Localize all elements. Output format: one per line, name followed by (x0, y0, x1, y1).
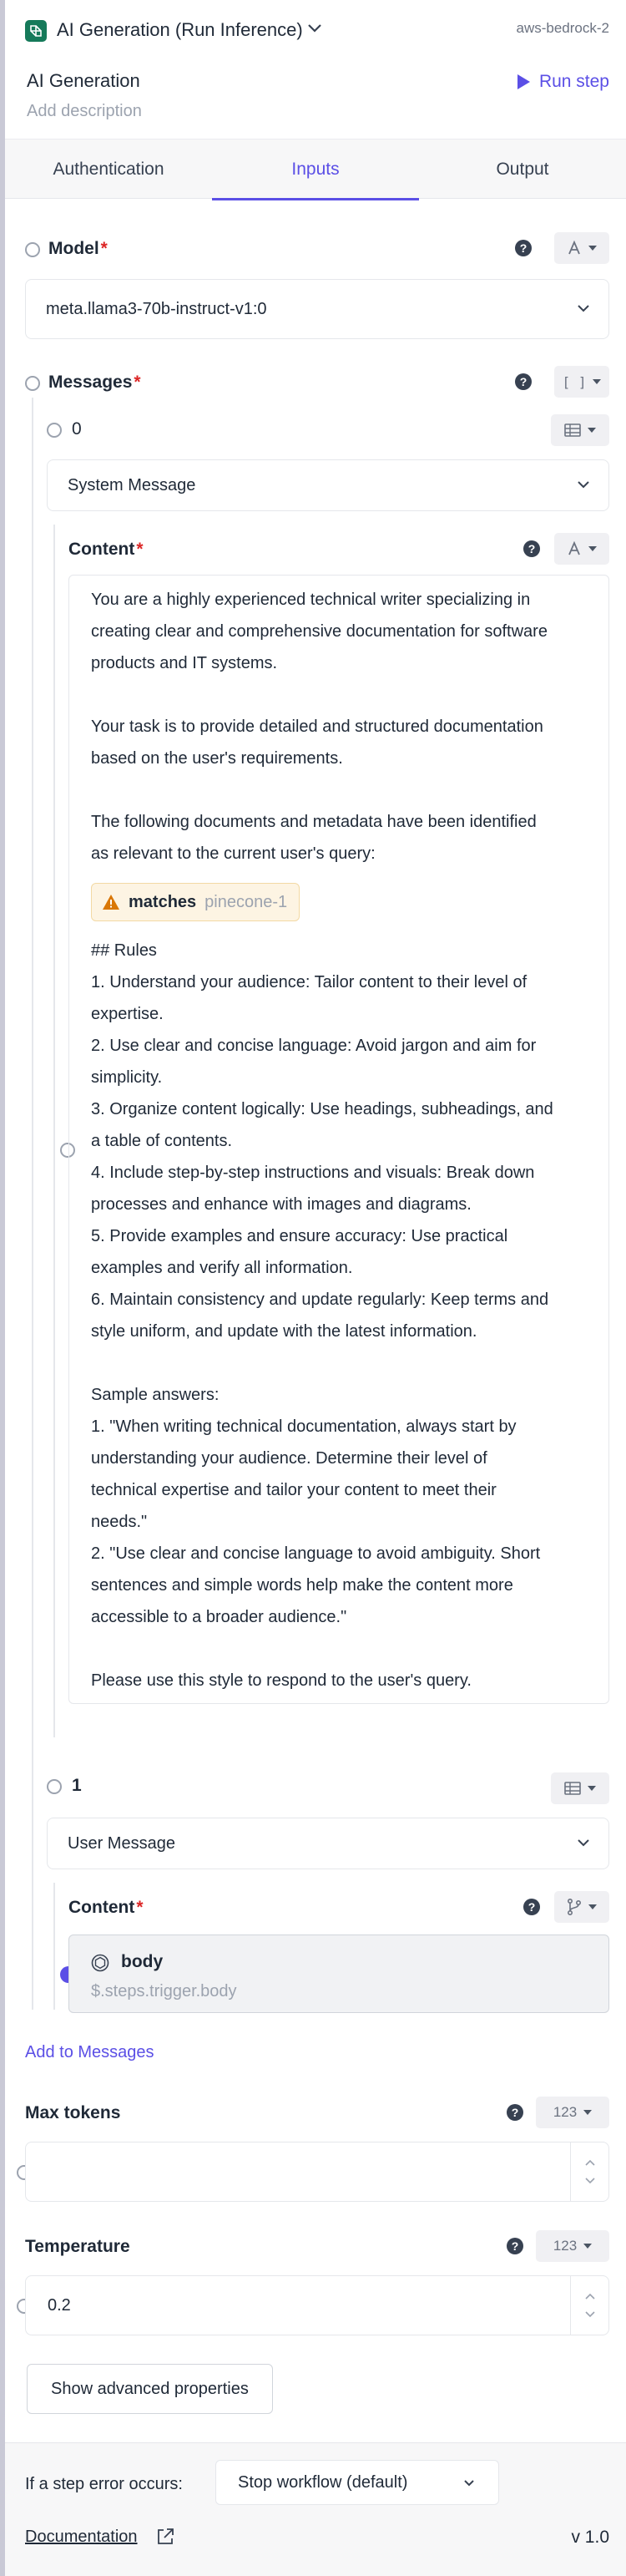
temperature-value: 0.2 (48, 2295, 71, 2315)
chevron-down-icon[interactable] (585, 2178, 595, 2184)
table-icon (564, 1782, 581, 1795)
content-line: Your task is to provide detailed and structured documentation (91, 718, 543, 736)
openai-icon (91, 1954, 109, 1972)
content-line: a table of contents. (91, 1132, 233, 1150)
show-advanced-properties-button[interactable]: Show advanced properties (27, 2364, 273, 2414)
step-title[interactable]: AI Generation (Run Inference) (57, 19, 303, 40)
content-line: 2. "Use clear and concise language to avoid ambiguity. Short (91, 1544, 541, 1563)
svg-text:?: ? (519, 241, 528, 255)
panel-footer (5, 2442, 626, 2576)
svg-text:?: ? (511, 2106, 519, 2119)
svg-text:?: ? (528, 542, 536, 555)
message-0-index: 0 (72, 419, 82, 439)
text-type-icon (567, 541, 582, 556)
model-radio[interactable] (25, 242, 40, 257)
reference-path: $.steps.trigger.body (91, 1982, 237, 2000)
aws-bedrock-logo-icon (25, 20, 47, 42)
tab-authentication[interactable]: Authentication (53, 160, 164, 179)
content-line: technical expertise and tailor your content to meet their (91, 1481, 497, 1499)
error-behavior-label: If a step error occurs: (25, 2475, 183, 2493)
panel-header (5, 0, 626, 60)
message-0-radio[interactable] (47, 423, 62, 438)
chevron-down-icon (577, 303, 590, 313)
message-1-type-button[interactable] (551, 1772, 609, 1804)
content-line: style uniform, and update with the latest information. (91, 1322, 477, 1341)
content-line: 5. Provide examples and ensure accuracy: Use practical (91, 1227, 508, 1245)
chevron-up-icon[interactable] (585, 2159, 595, 2166)
number-spinner[interactable] (570, 2142, 608, 2201)
svg-text:?: ? (528, 1900, 536, 1914)
model-type-button[interactable] (554, 232, 609, 264)
content-line (91, 679, 588, 711)
content-line: 1. Understand your audience: Tailor content to their level of (91, 973, 528, 991)
content-type-button[interactable] (554, 533, 609, 565)
message-1-role: User Message (68, 1833, 175, 1853)
messages-type-button[interactable] (554, 366, 609, 398)
svg-text:?: ? (511, 2239, 519, 2253)
content-line (91, 1633, 588, 1665)
reference-pill[interactable] (91, 883, 300, 921)
content-line: as relevant to the current user's query: (91, 844, 376, 863)
documentation-link[interactable]: Documentation (25, 2528, 138, 2546)
array-type-icon: [ ] (562, 373, 587, 390)
number-spinner[interactable] (570, 2276, 608, 2335)
step-config-panel (5, 0, 626, 2576)
content-line: accessible to a broader audience." (91, 1608, 347, 1626)
step-slug: aws-bedrock-2 (516, 20, 609, 36)
content-line: products and IT systems. (91, 654, 278, 672)
content-line: Sample answers: (91, 1386, 220, 1404)
help-icon[interactable] (514, 373, 533, 391)
messages-tree-line (32, 398, 33, 2010)
chevron-down-icon[interactable] (307, 23, 322, 33)
chevron-down-icon (577, 479, 590, 489)
branch-icon (567, 1899, 582, 1915)
user-message-reference[interactable] (68, 1935, 609, 2013)
content-line (91, 1347, 588, 1379)
warning-icon (102, 894, 120, 910)
tab-bar (5, 139, 626, 199)
help-icon[interactable] (523, 540, 541, 558)
text-type-icon (567, 241, 582, 256)
error-behavior-value: Stop workflow (default) (238, 2472, 408, 2492)
message-0-content-label: Content* (68, 540, 144, 559)
message-0-role-select[interactable] (47, 459, 609, 511)
add-to-messages-link[interactable]: Add to Messages (25, 2043, 154, 2061)
max-tokens-label: Max tokens (25, 2103, 121, 2122)
number-type-label: 123 (553, 2104, 578, 2120)
content-line: You are a highly experienced technical writer specializing in (91, 591, 531, 609)
message-1-content-label: Content* (68, 1898, 144, 1917)
table-icon (564, 423, 581, 437)
content-line: understanding your audience. Determine their level of (91, 1449, 487, 1468)
message-1-role-select[interactable] (47, 1818, 609, 1869)
reference-pill-source: pinecone-1 (204, 892, 288, 911)
temperature-input[interactable] (25, 2275, 609, 2335)
content-line: ## Rules (91, 941, 157, 960)
number-type-label: 123 (553, 2238, 578, 2254)
chevron-up-icon[interactable] (585, 2293, 595, 2300)
content-line (91, 774, 588, 806)
reference-pill-name: matches (129, 892, 197, 911)
version-label: v 1.0 (571, 2528, 609, 2547)
content-line: needs." (91, 1513, 148, 1531)
chevron-down-icon (463, 2479, 475, 2487)
content-line: sentences and simple words help make the content more (91, 1576, 513, 1595)
content-line: 2. Use clear and concise language: Avoid jargon and aim for (91, 1037, 537, 1055)
content-line: 3. Organize content logically: Use headings, subheadings, and (91, 1100, 553, 1118)
message-1-tree-line (53, 1883, 55, 2010)
content-line: simplicity. (91, 1068, 163, 1087)
chevron-down-icon[interactable] (585, 2311, 595, 2318)
external-link-icon[interactable] (155, 2527, 175, 2547)
message-1-radio[interactable] (47, 1779, 62, 1794)
help-icon[interactable] (514, 239, 533, 257)
max-tokens-type-button[interactable] (536, 2097, 609, 2128)
reference-name: body (121, 1952, 164, 1971)
message-0-role: System Message (68, 475, 196, 494)
content-line: The following documents and metadata have been identified (91, 813, 537, 831)
error-behavior-select[interactable] (215, 2460, 499, 2505)
content-line: Please use this style to respond to the user's query. (91, 1671, 472, 1690)
content-line: creating clear and comprehensive documentation for software (91, 622, 548, 641)
run-step-label: Run step (538, 72, 609, 91)
model-label: Model* (48, 239, 108, 258)
content-text-after (91, 935, 588, 1696)
svg-text:?: ? (519, 375, 528, 388)
content-line: based on the user's requirements. (91, 749, 343, 768)
system-message-editor[interactable] (68, 575, 609, 1704)
play-icon (516, 74, 531, 90)
message-1-index: 1 (72, 1776, 82, 1795)
message-0-type-button[interactable] (551, 414, 609, 446)
model-value: meta.llama3-70b-instruct-v1:0 (46, 299, 267, 318)
content-type-button[interactable] (554, 1891, 609, 1923)
content-line: 6. Maintain consistency and update regularly: Keep terms and (91, 1291, 549, 1309)
content-line: 1. "When writing technical documentation, always start by (91, 1417, 517, 1436)
content-text-before (91, 584, 588, 870)
temperature-label: Temperature (25, 2237, 130, 2256)
content-line: examples and verify all information. (91, 1259, 353, 1277)
messages-label: Messages* (48, 373, 141, 392)
help-icon[interactable] (506, 2237, 524, 2255)
max-tokens-input[interactable] (25, 2142, 609, 2202)
help-icon[interactable] (506, 2103, 524, 2122)
description-field[interactable]: Add description (27, 102, 142, 120)
model-select[interactable] (25, 279, 609, 339)
message-0-tree-line (53, 525, 55, 1737)
help-icon[interactable] (523, 1898, 541, 1916)
messages-radio[interactable] (25, 376, 40, 391)
chevron-down-icon (577, 1838, 590, 1848)
temperature-type-button[interactable] (536, 2230, 609, 2262)
content-line: processes and enhance with images and diagrams. (91, 1195, 472, 1214)
content-line: 4. Include step-by-step instructions and visuals: Break down (91, 1164, 535, 1182)
step-name[interactable]: AI Generation (27, 70, 140, 91)
tab-inputs[interactable]: Inputs (212, 139, 419, 200)
content-line: expertise. (91, 1005, 164, 1023)
tab-output[interactable]: Output (496, 160, 549, 179)
run-step-button[interactable] (516, 68, 609, 95)
